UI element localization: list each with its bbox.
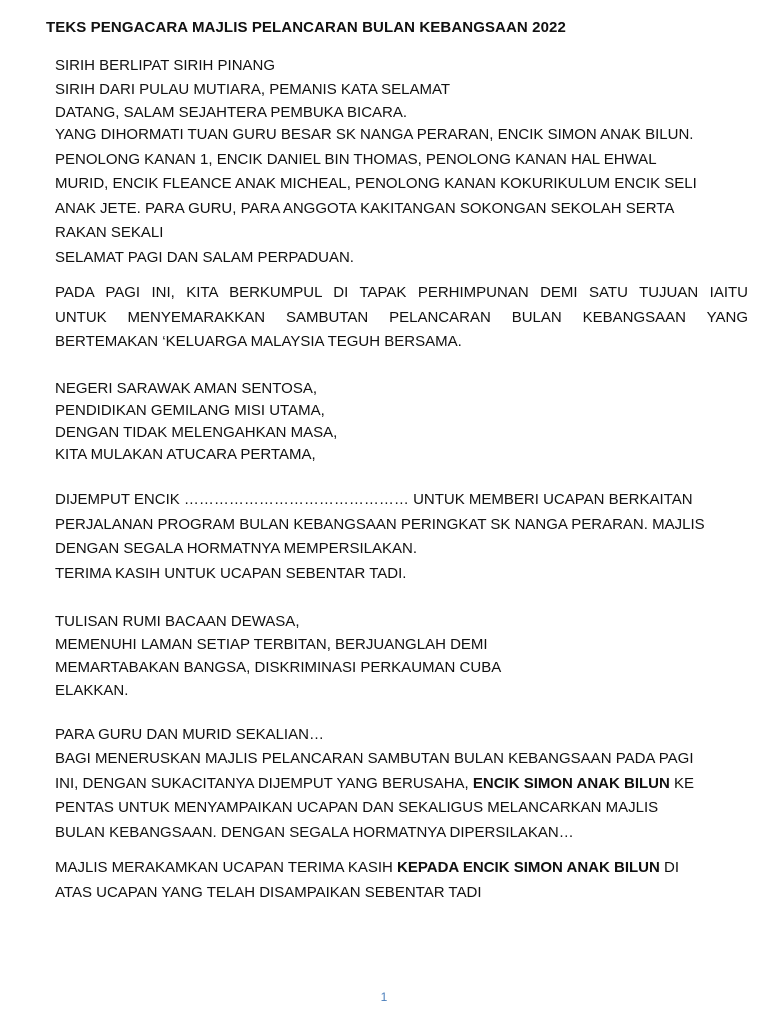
pantun-line: PENDIDIKAN GEMILANG MISI UTAMA, xyxy=(55,402,325,419)
greeting-line: RAKAN SEKALI xyxy=(55,224,164,241)
pantun-two xyxy=(55,378,748,466)
pantun-line: NEGERI SARAWAK AMAN SENTOSA, xyxy=(55,380,318,397)
launch-paragraph xyxy=(55,747,748,845)
address-line: PARA GURU DAN MURID SEKALIAN… xyxy=(55,726,324,743)
greeting-line: PENOLONG KANAN 1, ENCIK DANIEL BIN THOMAS, PENOLONG KANAN HAL EHWAL xyxy=(55,150,657,168)
pantun-three xyxy=(55,610,748,702)
invitation-line: PERJALANAN PROGRAM BULAN KEBANGSAAN PERINGKAT SK NANGA PERARAN. MAJLIS xyxy=(55,515,705,533)
opening-section xyxy=(55,54,748,125)
address-section xyxy=(55,723,748,747)
pantun-line: SIRIH BERLIPAT SIRIH PINANG xyxy=(55,57,276,74)
document-title: TEKS PENGACARA MAJLIS PELANCARAN BULAN KEBANGSAAN 2022 xyxy=(46,19,566,36)
closing-paragraph xyxy=(55,856,748,905)
guest-name: ENCIK SIMON ANAK BILUN xyxy=(472,774,670,792)
greeting-line: SELAMAT PAGI DAN SALAM PERPADUAN. xyxy=(55,248,354,266)
pantun-line: MEMENUHI LAMAN SETIAP TERBITAN, BERJUANGLAH DEMI xyxy=(55,636,488,653)
invitation-line: TERIMA KASIH UNTUK UCAPAN SEBENTAR TADI. xyxy=(55,564,407,582)
guest-name: KEPADA ENCIK SIMON ANAK BILUN xyxy=(397,859,660,876)
greeting-line: YANG DIHORMATI TUAN GURU BESAR SK NANGA PERARAN, ENCIK SIMON ANAK BILUN. xyxy=(55,126,694,143)
launch-text: INI, DENGAN SUKACITANYA DIJEMPUT YANG BERUSAHA, xyxy=(55,774,473,792)
launch-line: BAGI MENERUSKAN MAJLIS PELANCARAN SAMBUTAN BULAN KEBANGSAAN PADA PAGI xyxy=(55,750,694,767)
closing-line: ATAS UCAPAN YANG TELAH DISAMPAIKAN SEBENTAR TADI xyxy=(55,883,482,901)
page-number: 1 xyxy=(380,990,388,1004)
launch-line xyxy=(55,772,748,797)
invitation-paragraph xyxy=(55,488,748,586)
pantun-line: KITA MULAKAN ATUCARA PERTAMA, xyxy=(55,446,316,463)
pantun-line: DENGAN TIDAK MELENGAHKAN MASA, xyxy=(55,424,338,441)
closing-line xyxy=(55,856,748,881)
greeting-line: MURID, ENCIK FLEANCE ANAK MICHEAL, PENOLONG KANAN KOKURIKULUM ENCIK SELI xyxy=(55,175,697,192)
purpose-line: UNTUK MENYEMARAKKAN SAMBUTAN PELANCARAN BULAN KEBANGSAAN YANG xyxy=(55,308,748,326)
pantun-line: TULISAN RUMI BACAAN DEWASA, xyxy=(55,613,300,630)
greeting-line: ANAK JETE. PARA GURU, PARA ANGGOTA KAKITANGAN SOKONGAN SEKOLAH SERTA xyxy=(55,199,675,217)
launch-text: KE xyxy=(669,774,695,792)
greeting-section xyxy=(55,123,748,270)
purpose-line: BERTEMAKAN ‘KELUARGA MALAYSIA TEGUH BERSAMA. xyxy=(55,333,462,350)
purpose-paragraph xyxy=(55,281,748,355)
invitation-line: DIJEMPUT ENCIK ……………………………………… UNTUK MEMBERI UCAPAN BERKAITAN xyxy=(55,491,693,508)
pantun-line: DATANG, SALAM SEJAHTERA PEMBUKA BICARA. xyxy=(55,104,408,121)
pantun-line: SIRIH DARI PULAU MUTIARA, PEMANIS KATA SELAMAT xyxy=(55,80,451,98)
invitation-line: DENGAN SEGALA HORMATNYA MEMPERSILAKAN. xyxy=(55,540,418,557)
pantun-line: ELAKKAN. xyxy=(55,682,129,699)
purpose-line: PADA PAGI INI, KITA BERKUMPUL DI TAPAK PERHIMPUNAN DEMI SATU TUJUAN IAITU xyxy=(55,284,748,301)
closing-text: MAJLIS MERAKAMKAN UCAPAN TERIMA KASIH xyxy=(55,859,398,876)
pantun-line: MEMARTABAKAN BANGSA, DISKRIMINASI PERKAUMAN CUBA xyxy=(55,659,502,676)
launch-line: BULAN KEBANGSAAN. DENGAN SEGALA HORMATNYA DIPERSILAKAN… xyxy=(55,823,574,841)
launch-line: PENTAS UNTUK MENYAMPAIKAN UCAPAN DAN SEKALIGUS MELANCARKAN MAJLIS xyxy=(55,799,659,816)
closing-text: DI xyxy=(659,859,679,876)
